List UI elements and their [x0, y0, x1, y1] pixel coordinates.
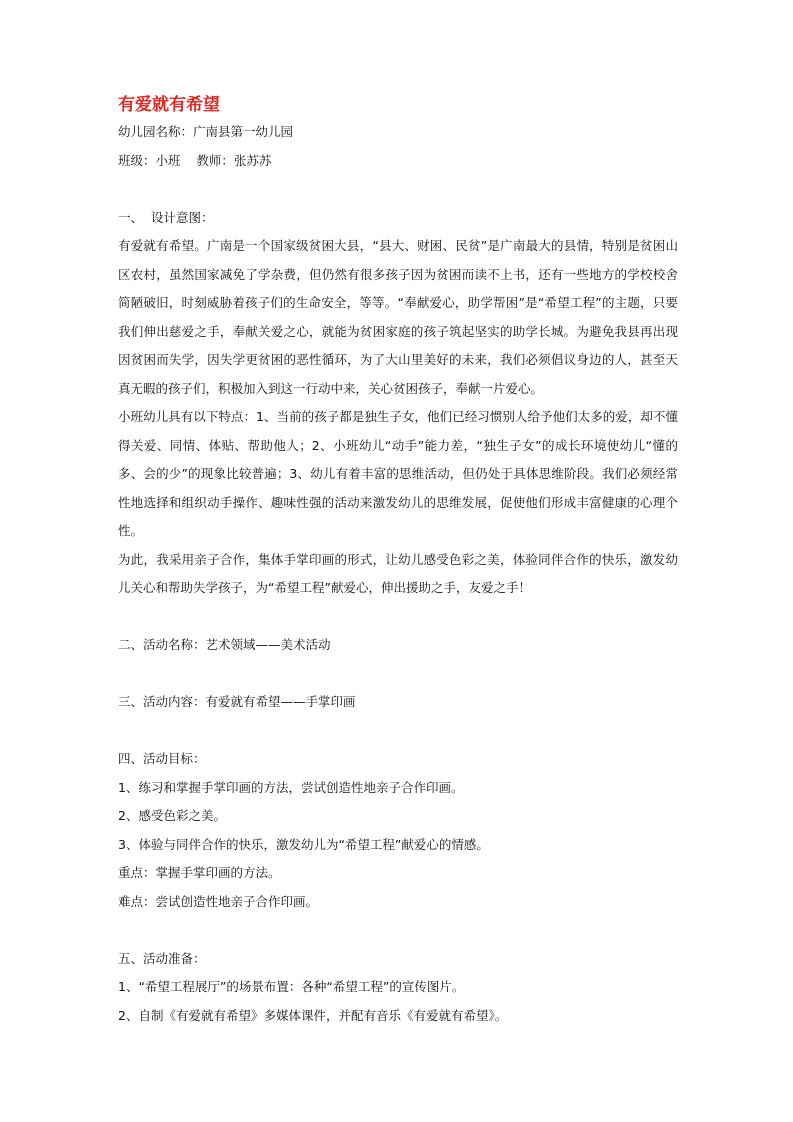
spacer	[118, 717, 678, 746]
spacer	[118, 175, 678, 204]
goal-item-2: 2、感受色彩之美。	[118, 808, 226, 823]
section-activity-name: 二、活动名称：艺术领域——美术活动	[118, 637, 331, 652]
document-title: 有爱就有希望	[118, 95, 220, 115]
goal-item-3: 3、体验与同伴合作的快乐，激发幼儿为“希望工程”献爱心的情感。	[118, 836, 489, 852]
goal-item-1: 1、练习和掌握手掌印画的方法，尝试创造性地亲子合作印画。	[118, 779, 464, 795]
design-paragraph-3: 为此，我采用亲子合作，集体手掌印画的形式，让幼儿感受色彩之美，体验同伴合作的快乐，激发幼儿关心和帮助失学孩子，为“希望工程”献爱心，伸出援助之手，友爱之手！	[118, 551, 678, 595]
preparation-item-2: 2、自制《有爱就有希望》多媒体课件，并配有音乐《有爱就有希望》。	[118, 1007, 508, 1023]
spacer	[118, 660, 678, 689]
goal-key-point: 重点：掌握手掌印画的方法。	[118, 865, 281, 880]
kindergarten-name: 幼儿园名称：广南县第一幼儿园	[118, 124, 294, 139]
section-design-heading: 一、 设计意图：	[118, 209, 214, 225]
section-goals-heading: 四、活动目标：	[118, 751, 206, 766]
document-page	[118, 92, 678, 1030]
section-activity-content: 三、活动内容：有爱就有希望——手掌印画	[118, 694, 356, 709]
design-paragraph-2: 小班幼儿具有以下特点：1、当前的孩子都是独生子女，他们已经习惯别人给予他们太多的爱，却不懂得关爱、同情、体贴、帮助他人；2、小班幼儿“动手”能力差，“独生子女”的成长环境使幼儿“懂的多、会的少”的现象比较普遍；3、幼儿有着丰富的思维活动，但仍处于具体思维阶段。我们必须经常性地选择和组织动手操作、趣味性强的活动来激发幼儿的思维发展，促使他们形成丰富健康的心理个性。	[118, 409, 678, 538]
preparation-item-1: 1、“希望工程展厅”的场景布置：各种“希望工程”的宣传图片。	[118, 979, 465, 994]
section-preparation-heading: 五、活动准备：	[118, 950, 206, 966]
spacer	[118, 603, 678, 632]
class-teacher-info: 班级：小班 教师：张苏苏	[118, 152, 272, 168]
design-paragraph-1: 有爱就有希望。广南是一个国家级贫困大县，“县大、财困、民贫”是广南最大的县情，特别是贫困山区农村，虽然国家减免了学杂费，但仍然有很多孩子因为贫困而读不上书，还有一些地方的学校校舍简陋破旧，时刻威胁着孩子们的生命安全，等等。“奉献爱心，助学帮困”是“希望工程”的主题，只要我们伸出慈爱之手，奉献关爱之心，就能为贫困家庭的孩子筑起坚实的助学长城。为避免我县再出现因贫困而失学，因失学更贫困的恶性循环，为了大山里美好的未来，我们必须倡议身边的人，甚至天真无暇的孩子们，积极加入到这一行动中来，关心贫困孩子，奉献一片爱心。	[118, 238, 678, 396]
spacer	[118, 916, 678, 945]
goal-difficulty: 难点：尝试创造性地亲子合作印画。	[118, 893, 319, 909]
